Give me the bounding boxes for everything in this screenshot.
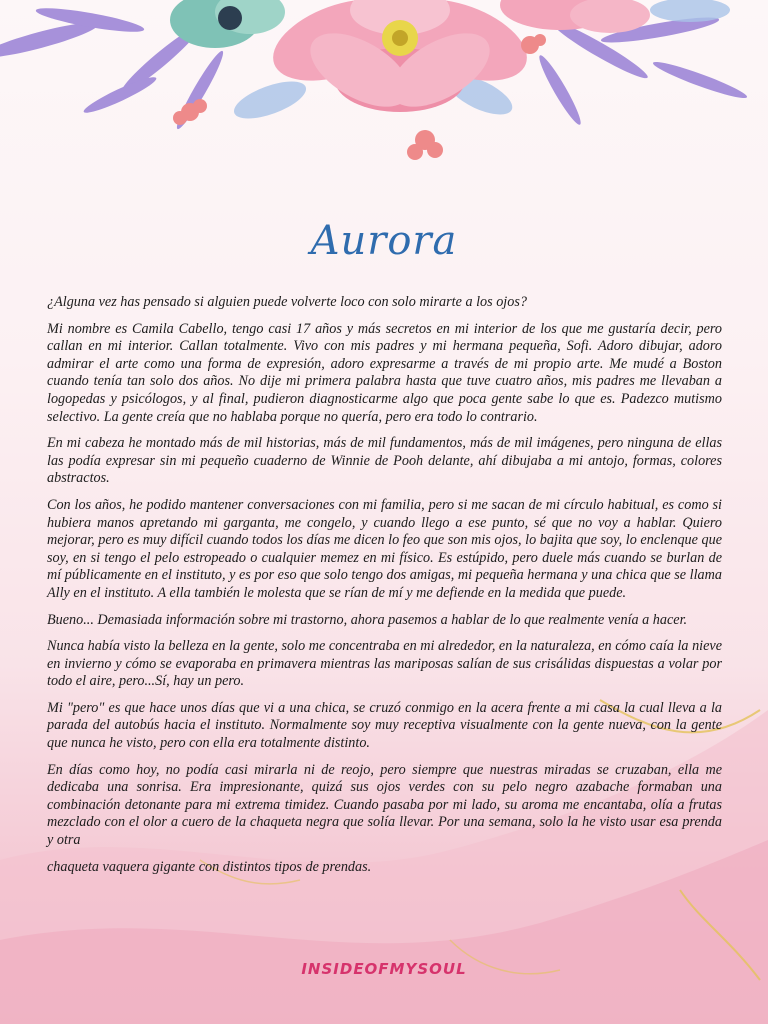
paragraph: En días como hoy, no podía casi mirarla ni de reojo, pero siempre que nuestras miradas se cruzaban, ella me dedicaba una sonrisa. Era impresionante, quizá sus ojos verdes con su pelo negro azabache formaban una combinación detonante para mi extrema timidez. Cuando pasaba por mi lado, su aroma me encantaba, olía a frutas mezclado con el olor a cuero de la chaqueta negra que solía llevar. Por una semana, solo la he visto usar esa prenda y otra	[47, 761, 722, 849]
paragraph: Mi "pero" es que hace unos días que vi a una chica, se cruzó conmigo en la acera frente a mi casa la cual lleva a la parada del autobús hacia el instituto. Normalmente soy muy receptiva visualmente con la gente nueva, con la gente que nunca he visto, pero con ella era totalmente distinto.	[47, 699, 722, 752]
floral-header-decoration	[0, 0, 768, 180]
document-title: Aurora	[310, 218, 458, 264]
paragraph: chaqueta vaquera gigante con distintos tipos de prendas.	[47, 858, 372, 875]
document-body	[47, 294, 722, 885]
paragraph: Bueno... Demasiada información sobre mi trastorno, ahora pasemos a hablar de lo que realmente venía a hacer.	[47, 611, 688, 628]
paragraph: Con los años, he podido mantener conversaciones con mi familia, pero si me sacan de mi círculo habitual, es como si hubiera manos apretando mi garganta, me congelo, y cuando llego a ese punto, sé que no voy a hablar. Quiero mejorar, pero es muy difícil cuando todos los días me dicen lo feo que son mis ojos, lo bajita que soy, lo enclenque que soy, en si tengo el pelo estropeado o cualquier memez en mi físico. Es estúpido, pero duele más cuando se burlan de mí públicamente en el instituto, y es por eso que solo tengo dos amigas, mi pequeña hermana y una chica que se llama Ally en el instituto. A ella también le molesta que se rían de mí y me defiende en la medida que puede.	[47, 496, 722, 601]
paragraph: Mi nombre es Camila Cabello, tengo casi 17 años y más secretos en mi interior de los que me gustaría decir, pero callan en mi interior. Callan totalmente. Vivo con mis padres y mi hermana pequeña, Sofi. Adoro dibujar, adoro admirar el arte como una forma de expresión, adoro expresarme a través de mi propio arte. Me mudé a Boston cuando tenía tan solo dos años. No dije mi primera palabra hasta que tuve cuatro años, mis padres me llevaban a logopedas y psicólogos, y al final, pudieron diagnosticarme algo que poca gente sabe lo que es. Padezco mutismo selectivo. La gente creía que no hablaba porque no quería, pero era todo lo contrario.	[47, 320, 722, 425]
footer-signature: INSIDEOFMYSOUL	[301, 960, 467, 978]
paragraph: Nunca había visto la belleza en la gente, solo me concentraba en mi alrededor, en la naturaleza, en cómo caía la nieve en invierno y cómo se evaporaba en primavera mientras las mariposas salían de sus crisálidas dispuestas a volar por todo el aire, pero...Sí, hay un pero.	[47, 638, 722, 690]
paragraph: ¿Alguna vez has pensado si alguien puede volverte loco con solo mirarte a los ojos?	[47, 294, 527, 310]
paragraph: En mi cabeza he montado más de mil historias, más de mil fundamentos, más de mil imágenes, pero ninguna de ellas las podía expresar sin mi pequeño cuaderno de Winnie de Pooh delante, ahí dibujaba a mi antojo, formas, colores abstractos.	[47, 435, 722, 487]
